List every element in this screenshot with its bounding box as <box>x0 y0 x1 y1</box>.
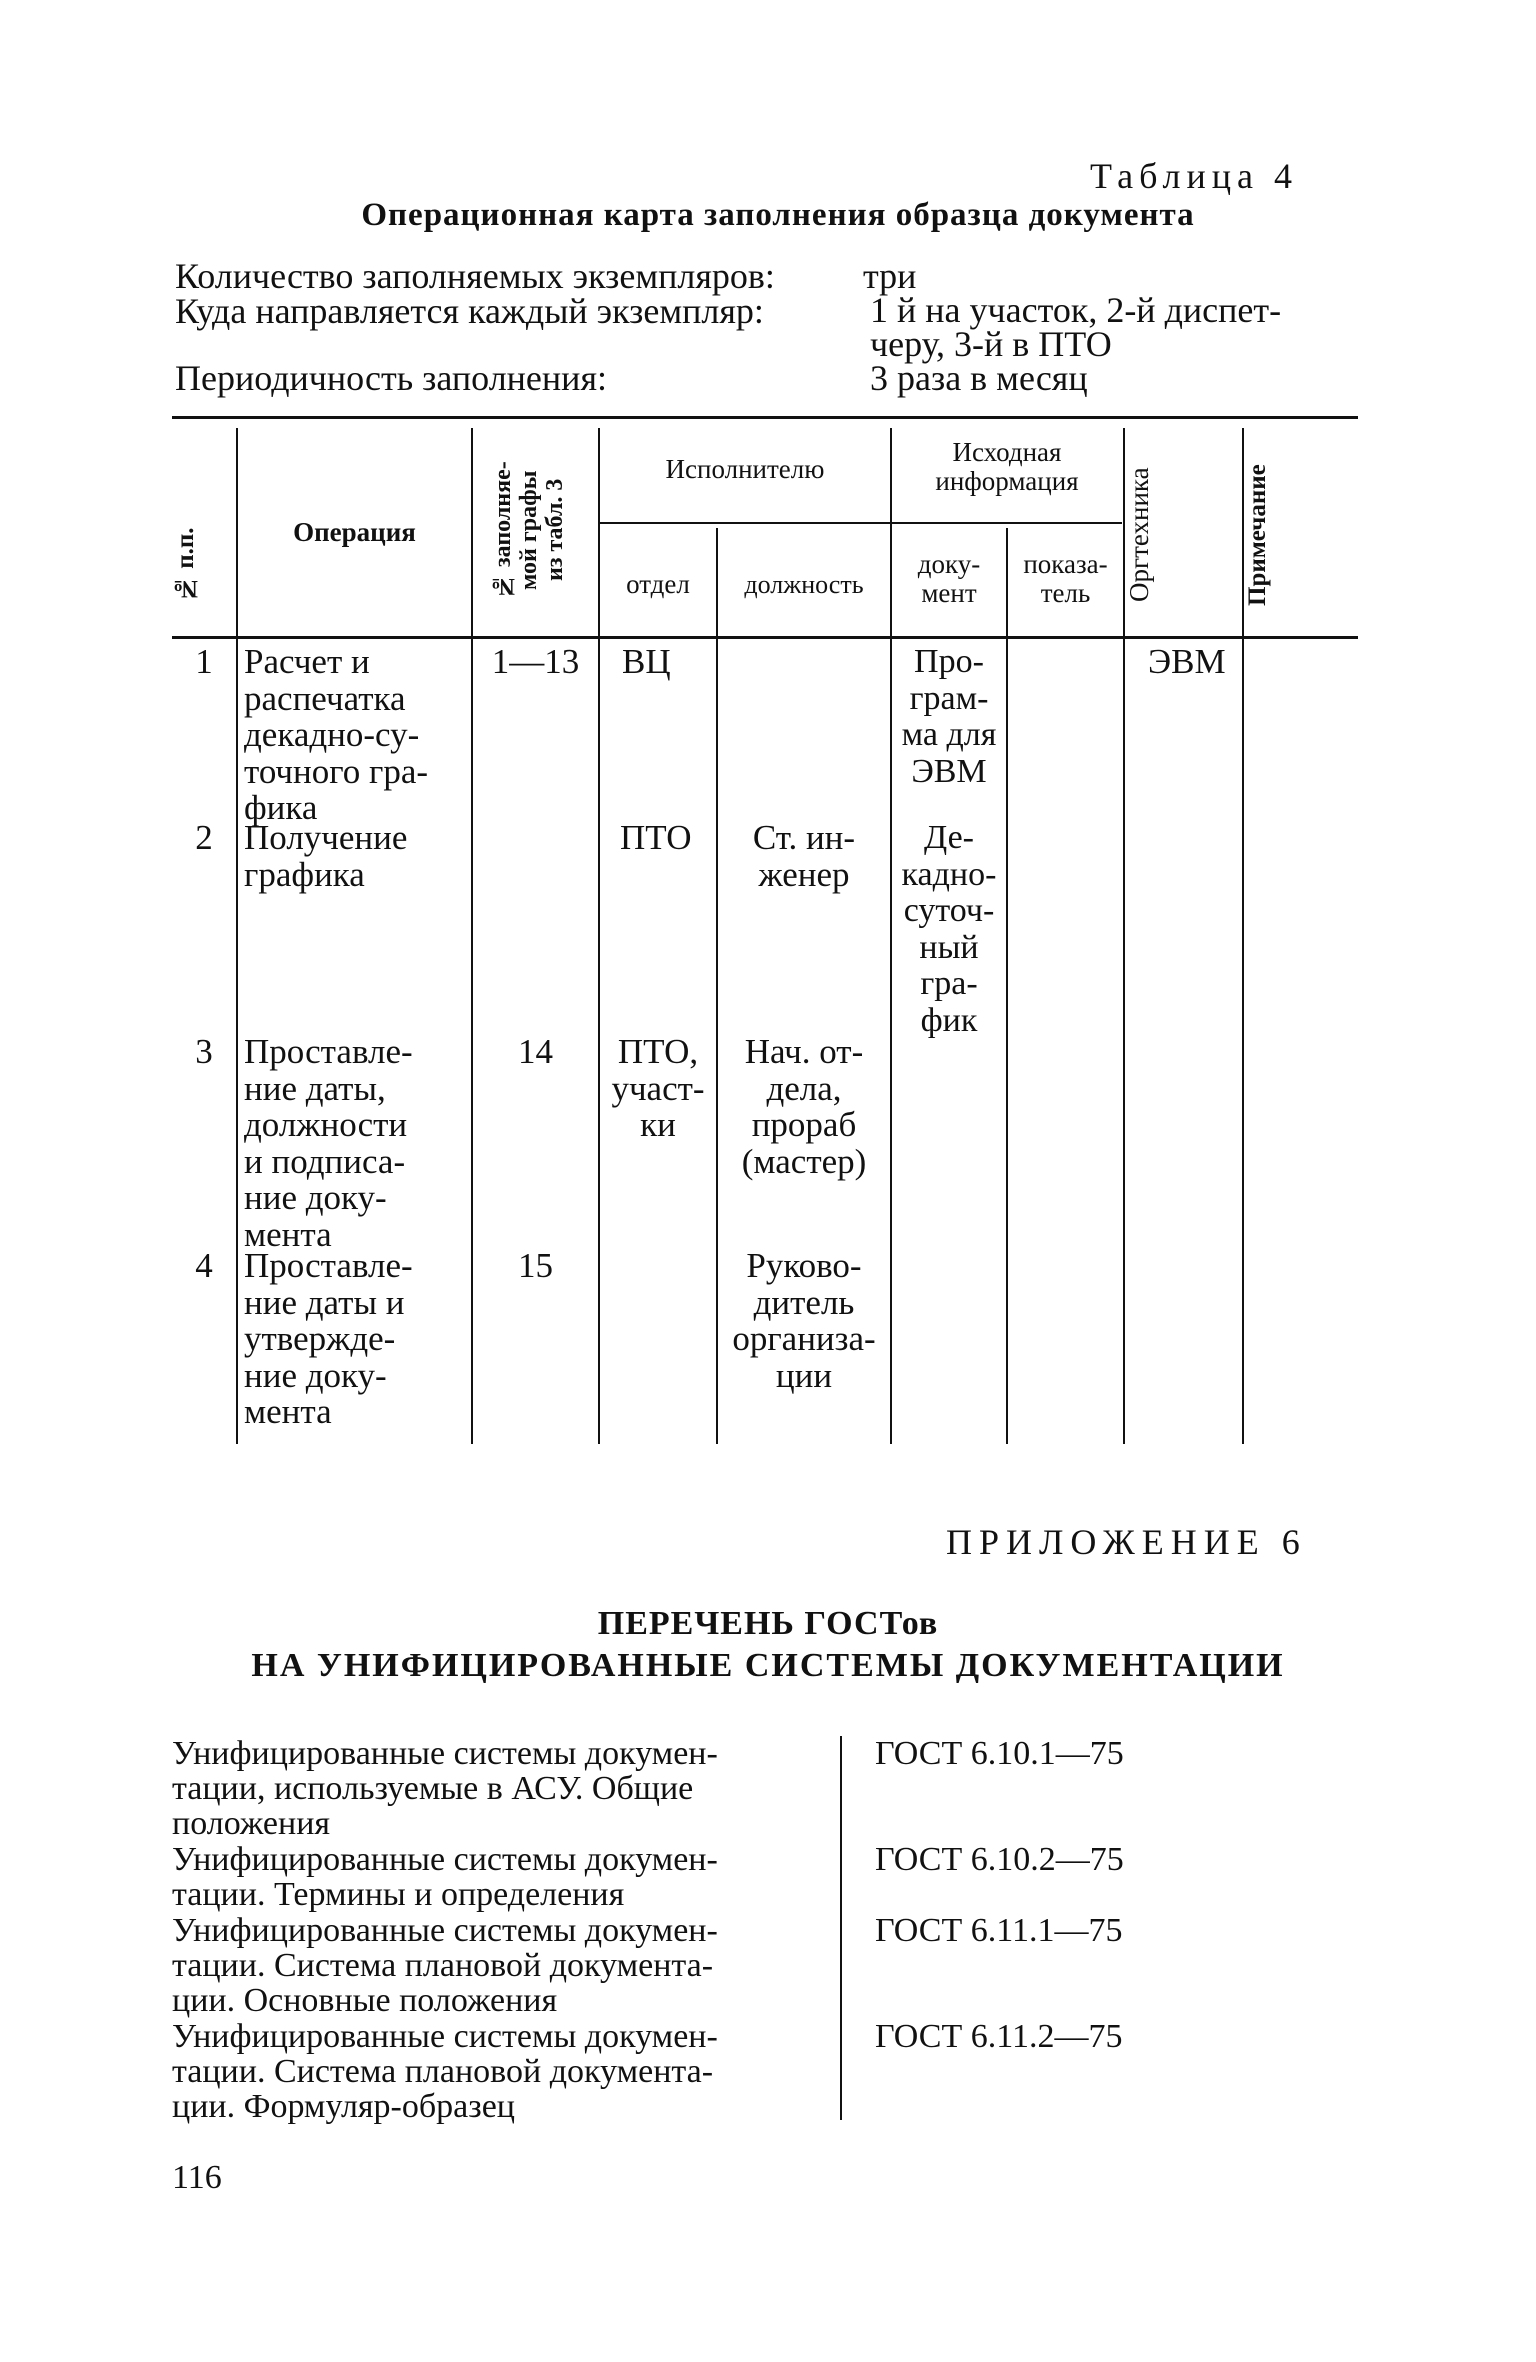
row-2-document: Де- кадно- суточ- ный гра- фик <box>901 819 997 1039</box>
row-3-position: Нач. от- дела, прораб (мастер) <box>741 1032 867 1181</box>
row-2-num: 2 <box>195 818 213 857</box>
appendix-title-line-1: ПЕРЕЧЕНЬ ГОСТов <box>597 1605 939 1642</box>
row-2-operation: Получение графика <box>244 818 408 894</box>
header-indicator: показа- тель <box>1023 549 1108 608</box>
gost-4-title: Унифицированные системы докумен- тации. Система плановой документа- ции. Формуляр-образец <box>172 2018 718 2125</box>
header-position: должность <box>744 570 864 599</box>
meta-value-frequency: 3 раза в месяц <box>870 358 1088 398</box>
gost-3-title: Унифицированные системы докумен- тации. Система плановой документа- ции. Основные положения <box>172 1912 718 2019</box>
gost-3-code: ГОСТ 6.11.1—75 <box>875 1912 1123 1949</box>
header-orgtech: Оргтехника <box>1124 467 1154 603</box>
gost-1-title: Унифицированные системы докумен- тации, используемые в АСУ. Общие положения <box>172 1735 718 1842</box>
header-note: Примечание <box>1244 464 1271 606</box>
row-4-fill-no: 15 <box>518 1246 553 1285</box>
header-num: № п.п. <box>172 527 199 603</box>
row-1-fill-no: 1—13 <box>491 642 580 681</box>
row-1-orgtech: ЭВМ <box>1148 642 1226 681</box>
row-3-fill-no: 14 <box>518 1032 553 1071</box>
table-title: Операционная карта заполнения образца документа <box>361 197 1195 233</box>
row-3-operation: Проставле- ние даты, должности и подписа- ние доку- мента <box>244 1032 413 1254</box>
header-operation: Операция <box>293 517 416 547</box>
row-1-operation: Расчет и распечатка декадно-су- точного гра- фика <box>244 642 429 827</box>
row-3-dept: ПТО, участ- ки <box>611 1032 705 1144</box>
row-1-document: Про- грам- ма для ЭВМ <box>901 643 997 790</box>
meta-value-destination: 1 й на участок, 2-й диспет- черу, 3-й в ПТО <box>870 290 1282 364</box>
header-source-info: Исходная информация <box>935 437 1079 496</box>
gost-1-code: ГОСТ 6.10.1—75 <box>875 1735 1124 1772</box>
meta-label-copies: Количество заполняемых экземпляров: <box>175 256 775 296</box>
header-fill-no: № заполняе- мой графы из табл. 3 <box>490 461 568 599</box>
row-4-operation: Проставле- ние даты и утвержде- ние доку- мента <box>244 1246 413 1431</box>
row-3-num: 3 <box>195 1032 213 1071</box>
page-number: 116 <box>172 2159 222 2196</box>
row-1-num: 1 <box>195 642 213 681</box>
table-label: Таблица 4 <box>1090 156 1298 196</box>
appendix-label: ПРИЛОЖЕНИЕ 6 <box>946 1522 1307 1562</box>
gost-2-code: ГОСТ 6.10.2—75 <box>875 1841 1124 1878</box>
meta-value-copies: три <box>863 256 917 296</box>
header-dept: отдел <box>626 569 690 599</box>
row-1-dept: ВЦ <box>622 642 671 681</box>
row-2-position: Ст. ин- женер <box>752 818 856 894</box>
gost-4-code: ГОСТ 6.11.2—75 <box>875 2018 1123 2055</box>
header-document: доку- мент <box>917 549 981 608</box>
meta-label-frequency: Периодичность заполнения: <box>175 358 607 398</box>
gost-2-title: Унифицированные системы докумен- тации. Термины и определения <box>172 1841 718 1913</box>
appendix-title-line-2: НА УНИФИЦИРОВАННЫЕ СИСТЕМЫ ДОКУМЕНТАЦИИ <box>251 1647 1285 1684</box>
row-4-num: 4 <box>195 1246 213 1285</box>
row-2-dept: ПТО <box>620 818 692 857</box>
meta-label-destination: Куда направляется каждый экземпляр: <box>175 291 764 331</box>
row-4-position: Руково- дитель организа- ции <box>732 1246 876 1395</box>
header-executor: Исполнителю <box>665 454 825 484</box>
